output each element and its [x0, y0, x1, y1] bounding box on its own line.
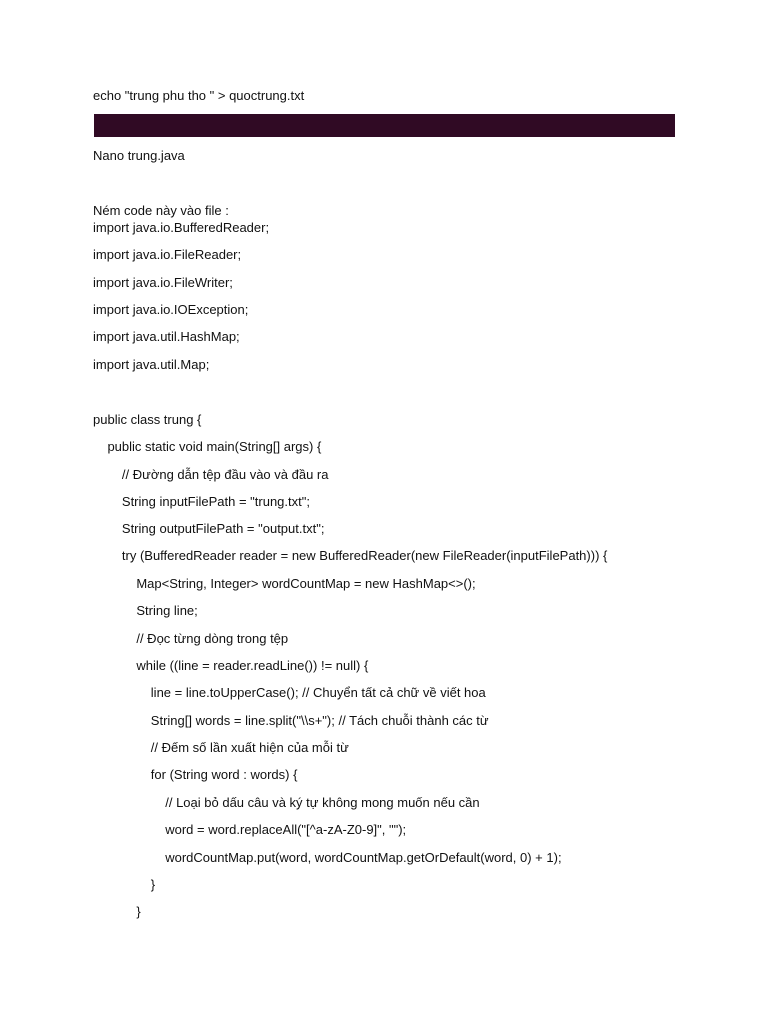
code-line: for (String word : words) {: [93, 767, 298, 782]
code-line: // Đếm số lần xuất hiện của mỗi từ: [93, 740, 349, 755]
terminal-screenshot: [94, 114, 675, 137]
code-line: import java.io.BufferedReader;: [93, 220, 270, 235]
code-line: while ((line = reader.readLine()) != null) {: [93, 658, 369, 673]
code-line: import java.io.FileWriter;: [93, 275, 233, 290]
code-line: }: [93, 904, 141, 919]
code-line: public class trung {: [93, 412, 202, 427]
code-line: // Đường dẫn tệp đầu vào và đầu ra: [93, 467, 329, 482]
code-line: // Đọc từng dòng trong tệp: [93, 631, 289, 646]
code-line: wordCountMap.put(word, wordCountMap.getOrDefault(word, 0) + 1);: [93, 850, 562, 865]
echo-command-text: echo "trung phu tho " > quoctrung.txt: [93, 88, 305, 103]
code-line: import java.util.Map;: [93, 357, 210, 372]
code-line: import java.util.HashMap;: [93, 329, 240, 344]
code-line: String line;: [93, 603, 198, 618]
code-line: try (BufferedReader reader = new BufferedReader(new FileReader(inputFilePath))) {: [93, 548, 608, 563]
code-line: word = word.replaceAll("[^a-zA-Z0-9]", "");: [93, 822, 407, 837]
code-line: import java.io.IOException;: [93, 302, 249, 317]
code-line: Map<String, Integer> wordCountMap = new HashMap<>();: [93, 576, 476, 591]
code-line: // Loại bỏ dấu câu và ký tự không mong muốn nếu cần: [93, 795, 480, 810]
code-line: }: [93, 877, 156, 892]
code-line: import java.io.FileReader;: [93, 247, 242, 262]
code-line: String outputFilePath = "output.txt";: [93, 521, 325, 536]
code-line: public static void main(String[] args) {: [93, 439, 322, 454]
nano-command-text: Nano trung.java: [93, 148, 185, 163]
code-line: String[] words = line.split("\\s+"); // Tách chuỗi thành các từ: [93, 713, 489, 728]
code-line: String inputFilePath = "trung.txt";: [93, 494, 310, 509]
code-line: line = line.toUpperCase(); // Chuyển tất cả chữ về viết hoa: [93, 685, 486, 700]
instruction-text: Ném code này vào file :: [93, 203, 229, 218]
